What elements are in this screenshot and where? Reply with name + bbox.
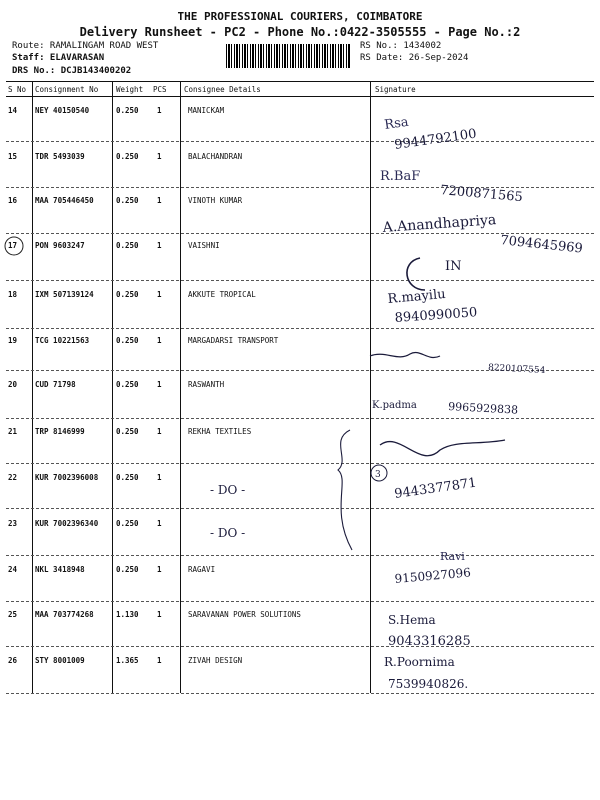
circle-mark-number: 3 (375, 470, 381, 480)
cell-pcs: 1 (157, 519, 162, 528)
cell-weight: 0.250 (116, 565, 139, 574)
table-top-rule (6, 81, 594, 82)
table-header-rule (6, 96, 594, 97)
signature-row-16: A.Anandhapriya (382, 212, 497, 236)
row-separator (6, 418, 594, 419)
ditto-mark-row-23: - DO - (210, 526, 246, 540)
cell-consignment: PON 9603247 (35, 241, 85, 250)
cell-pcs: 1 (157, 152, 162, 161)
runsheet-subtitle: Delivery Runsheet - PC2 - Phone No.:0422-3505555 - Page No.:2 (79, 25, 521, 39)
cell-weight: 0.250 (116, 380, 139, 389)
cell-pcs: 1 (157, 106, 162, 115)
signature-row-14: Rsa (383, 114, 410, 133)
cell-pcs: 1 (157, 565, 162, 574)
cell-sno: 26 (8, 656, 18, 665)
cell-consignee: RASWANTH (188, 380, 225, 389)
cell-sno: 17 (8, 241, 18, 250)
cell-pcs: 1 (157, 290, 162, 299)
cell-pcs: 1 (157, 656, 162, 665)
cell-pcs: 1 (157, 336, 162, 345)
rows-21-23-brace (338, 430, 352, 550)
row-separator (6, 646, 594, 647)
phone-row-22: 9443377871 (393, 475, 478, 502)
cell-sno: 16 (8, 196, 18, 205)
signature-row-26: R.Poornima (384, 655, 455, 669)
company-title: THE PROFESSIONAL COURIERS, COIMBATORE (177, 10, 423, 23)
cell-weight: 1.130 (116, 610, 139, 619)
cell-weight: 0.250 (116, 473, 139, 482)
cell-sno: 23 (8, 519, 18, 528)
cell-pcs: 1 (157, 473, 162, 482)
cell-consignee: MANICKAM (188, 106, 225, 115)
cell-pcs: 1 (157, 610, 162, 619)
cell-consignee: VINOTH KUMAR (188, 196, 243, 205)
cell-sno: 25 (8, 610, 18, 619)
phone-row-25: 9043316285 (388, 634, 471, 649)
cell-consignee: RAGAVI (188, 565, 216, 574)
cell-consignment: KUR 7002396340 (35, 519, 99, 528)
cell-weight: 0.250 (116, 106, 139, 115)
signature-row-20: K.padma (372, 400, 417, 411)
drs-label: DRS No.: DCJB143400202 (12, 66, 132, 76)
cell-sno: 22 (8, 473, 18, 482)
cell-weight: 0.250 (116, 152, 139, 161)
cell-pcs: 1 (157, 196, 162, 205)
phone-row-16: 7094645969 (499, 233, 584, 257)
circle-mark-row-22 (371, 465, 387, 481)
cell-sno: 15 (8, 152, 18, 161)
cell-consignee: REKHA TEXTILES (188, 427, 252, 436)
cell-sno: 21 (8, 427, 18, 436)
row-separator (6, 280, 594, 281)
cell-weight: 1.365 (116, 656, 139, 665)
cell-weight: 0.250 (116, 427, 139, 436)
cell-sno: 18 (8, 290, 18, 299)
cell-pcs: 1 (157, 241, 162, 250)
phone-row-26: 7539940826. (388, 677, 469, 691)
signature-row-24: Ravi (440, 550, 465, 563)
cell-sno: 20 (8, 380, 18, 389)
col-header-consignment: Consignment No (35, 85, 99, 94)
row-separator (6, 233, 594, 234)
col-header-pcs: PCS (153, 85, 167, 94)
phone-row-24: 9150927096 (394, 565, 472, 586)
row-separator (6, 141, 594, 142)
row-separator (6, 693, 594, 694)
cell-weight: 0.250 (116, 336, 139, 345)
cell-sno: 14 (8, 106, 18, 115)
cell-consignment: MAA 705446450 (35, 196, 94, 205)
col-header-signature: Signature (375, 85, 416, 94)
cell-consignment: IXM 507139124 (35, 290, 94, 299)
route-label: Route: RAMALINGAM ROAD WEST (12, 41, 159, 51)
phone-row-15: 7200871565 (439, 183, 524, 206)
cell-consignee: ZIVAH DESIGN (188, 656, 243, 665)
phone-row-14: 9944792100 (393, 126, 478, 153)
cell-sno: 24 (8, 565, 18, 574)
signature-row-17 (407, 258, 425, 290)
cell-pcs: 1 (157, 427, 162, 436)
col-header-consignee: Consignee Details (184, 85, 261, 94)
signature-rows-21-23 (380, 440, 505, 456)
col-header-weight: Weight (116, 85, 144, 94)
cell-consignment: KUR 7002396008 (35, 473, 99, 482)
rs-date: RS Date: 26-Sep-2024 (360, 53, 469, 63)
cell-sno: 19 (8, 336, 18, 345)
cell-weight: 0.250 (116, 290, 139, 299)
phone-row-20: 9965929838 (447, 400, 519, 417)
signature-row-19 (370, 352, 440, 357)
cell-consignee: VAISHNI (188, 241, 220, 250)
row-separator (6, 328, 594, 329)
cell-consignment: TRP 8146999 (35, 427, 85, 436)
cell-weight: 0.250 (116, 196, 139, 205)
row-separator (6, 508, 594, 509)
cell-weight: 0.250 (116, 519, 139, 528)
cell-consignee: MARGADARSI TRANSPORT (188, 336, 279, 345)
cell-consignment: STY 8001009 (35, 656, 85, 665)
cell-consignee: AKKUTE TROPICAL (188, 290, 256, 299)
cell-consignee: BALACHANDRAN (188, 152, 243, 161)
cell-consignment: NKL 3418948 (35, 565, 85, 574)
cell-consignment: CUD 71798 (35, 380, 76, 389)
signature-row-25: S.Hema (388, 613, 436, 627)
cell-weight: 0.250 (116, 241, 139, 250)
staff-label: Staff: ELAVARASAN (12, 53, 105, 63)
cell-consignment: TCG 10221563 (35, 336, 90, 345)
sig-mark-row-17: IN (445, 259, 462, 274)
cell-pcs: 1 (157, 380, 162, 389)
signature-row-18: R.mayilu (387, 286, 447, 307)
col-header-sno: S No (8, 85, 27, 94)
signature-row-15: R.BaF (380, 169, 421, 184)
row-separator (6, 601, 594, 602)
phone-row-19: 8220107554 (487, 363, 546, 376)
cell-consignee: SARAVANAN POWER SOLUTIONS (188, 610, 301, 619)
cell-consignment: NEY 40150540 (35, 106, 90, 115)
rs-number: RS No.: 1434002 (360, 41, 442, 51)
row-separator (6, 555, 594, 556)
row-separator (6, 187, 594, 188)
barcode (226, 44, 350, 68)
cell-consignment: MAA 703774268 (35, 610, 94, 619)
ditto-mark-row-22: - DO - (210, 483, 246, 497)
phone-row-18: 8940990050 (394, 305, 478, 326)
cell-consignment: TDR 5493039 (35, 152, 85, 161)
row-separator (6, 463, 594, 464)
row-separator (6, 370, 594, 371)
